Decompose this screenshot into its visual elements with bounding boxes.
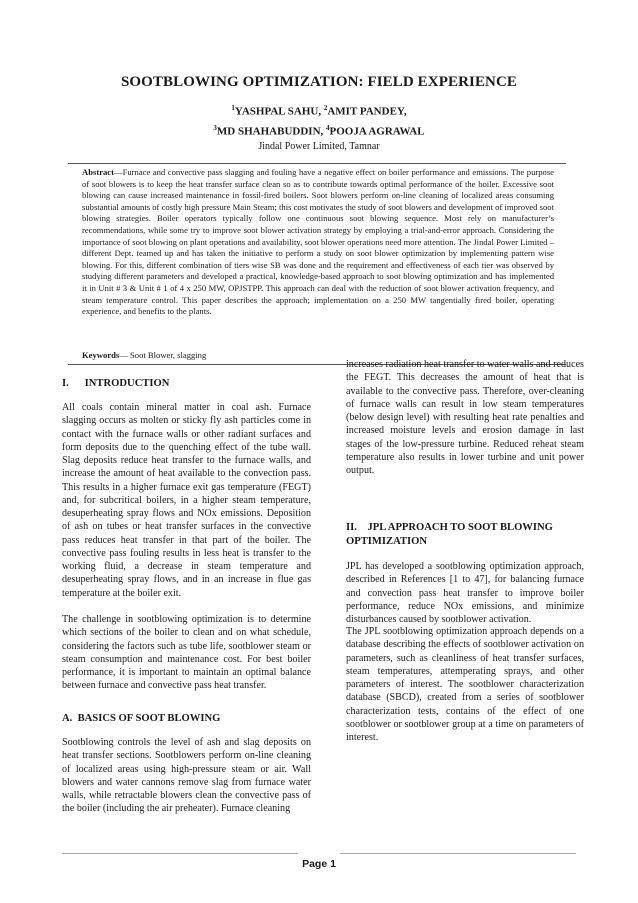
author-line-1 xyxy=(0,100,638,120)
abstract-text: —Furnace and convective pass slagging and fouling have a negative effect on boiler performance and emissions. The purpose of soot blowers is to keep the heat transfer surface clean so as to contribute towards optimal performance of the boiler. Excessive soot blowing can cause increased maintenance in fossil-fired boilers. Soot blowers perform on-line cleaning of localized areas consuming substantial amounts of costly high pressure Main Steam; this cost motivates the study of soot blowers and development of improved soot blowing strategies. Boiler operators typically follow one continuous soot blowing sequence. Most rely on manufacturer’s recommendations, while some try to improve soot blower activation strategy by employing a trial-and-error approach. Considering the importance of soot blowing on plant operations and availability, soot blower operations need more attention. The Jindal Power Limited – different Dept. teamed up and has taken the initiative to perform a study on soot blower optimization by implementing pattern wise blowing. For this, different combination of tiers wise SB was done and the requirement and effectiveness of each tier was observed by studying different parameters and developed a practical, knowledge-based approach to soot blowing optimization and has implemented it in Unit # 3 & Unit # 1 of 4 x 250 MW, OPJSTPP. This approach can deal with the reduction of soot blower activation frequency, and steam temperature control. This paper describes the approach; implementation on a 250 MW tangentially fired boiler, operating experience, and benefits to the plants. xyxy=(82,167,554,317)
intro-paragraph-2: The challenge in sootblowing optimization is to determine which sections of the boiler to clean and on what schedule, considering the factors such as tube life, sootblower steam or steam consumption and maintenance cost. For best boiler performance, it is important to maintain an optimal balance between furnace and convective pass heat transfer. xyxy=(62,614,311,692)
page-number: Page 1 xyxy=(302,858,336,870)
abstract xyxy=(82,167,554,318)
author-3-marker: 3 xyxy=(213,123,217,132)
author-1-marker: 1 xyxy=(231,104,235,112)
abstract-label: Abstract xyxy=(82,167,114,177)
jpl-paragraph-1: JPL has developed a sootblowing optimization approach, described in References [1 to 47], for balancing furnace and convection pass heat transfer to improve boiler performance, reduce NOx emissions, and minimize disturbances caused by sootblower activation. xyxy=(346,561,584,625)
footer-rule-left xyxy=(62,853,298,854)
affiliation: Jindal Power Limited, Tamnar xyxy=(258,141,380,152)
keywords-text: — Soot Blower, slagging xyxy=(119,350,207,360)
jpl-paragraph-2: The JPL sootblowing optimization approach depends on a database describing the effects of sootblower activation on parameters, such as cleanliness of heat transfer surfaces, steam temperatures, attemperating sprays, and other parameters of interest. The sootblower characterization database (SBCD), created from a series of sootblower characterization tests, contains of the effect of one sootblower or sootblower group at a time on parameters of interest. xyxy=(346,626,584,743)
footer-rule-right xyxy=(340,853,576,854)
intro-paragraph-1: All coals contain mineral matter in coal ash. Furnace slagging occurs as molten or sticky fly ash particles come in contact with the furnace walls or other radiant surfaces and form deposits due to the quenching effect of the tube wall. Slag deposits reduce heat transfer to the furnace walls, and increase the amount of heat available to the convection pass. This results in a higher furnace exit gas temperature (FEGT) and, for subcritical boilers, in a higher steam temperature, desuperheating spray flows and NOx emissions. Deposition of ash on tubes or heat transfer surfaces in the convective pass reduces heat transfer in that part of the boiler. The convective pass fouling results in less heat is transfer to the working fluid, a decrease in steam temperature and desuperheating spray flows, and in an increase in flue gas temperature at the boiler exit. xyxy=(62,402,311,599)
author-list xyxy=(0,100,638,139)
author-3-name: MD SHAHABUDDIN, xyxy=(216,125,327,138)
author-line-2 xyxy=(0,120,638,140)
section-heading-basics: A. BASICS OF SOOT BLOWING xyxy=(62,713,221,724)
section-heading-jpl-approach: II. JPL APPROACH TO SOOT BLOWING OPTIMIZATION xyxy=(346,522,553,547)
author-2-marker: 2 xyxy=(323,104,328,112)
keywords-label: Keywords xyxy=(82,350,120,360)
continuation-paragraph: increases radiation heat transfer to water walls and reduces the FEGT. This decreases the amount of heat that is available to the convective pass. Therefore, over-cleaning of furnace walls can result in low steam temperatures (below design level) with resulting heat rate penalties and increased moisture levels and erosion damage in last stages of the low-pressure turbine. Reduced reheat steam temperature also results in lower turbine and unit power output. xyxy=(346,359,584,476)
basics-paragraph: Sootblowing controls the level of ash and slag deposits on heat transfer sections. Sootblowers perform on-line cleaning of localized areas using high-pressure steam or air. Wall blowers and water cannons remove slag from furnace water walls, while retractable blowers clean the convective pass of the boiler (including the air preheater). Furnace cleaning xyxy=(62,737,311,815)
author-4-marker: 4 xyxy=(326,123,330,132)
author-1-name: YASHPAL SAHU, xyxy=(234,105,324,118)
paper-title: SOOTBLOWING OPTIMIZATION: FIELD EXPERIENCE xyxy=(120,74,518,90)
section-heading-introduction: I. INTRODUCTION xyxy=(62,378,170,389)
author-2-name: AMIT PANDEY, xyxy=(327,105,407,118)
author-4-name: POOJA AGRAWAL xyxy=(329,125,425,138)
